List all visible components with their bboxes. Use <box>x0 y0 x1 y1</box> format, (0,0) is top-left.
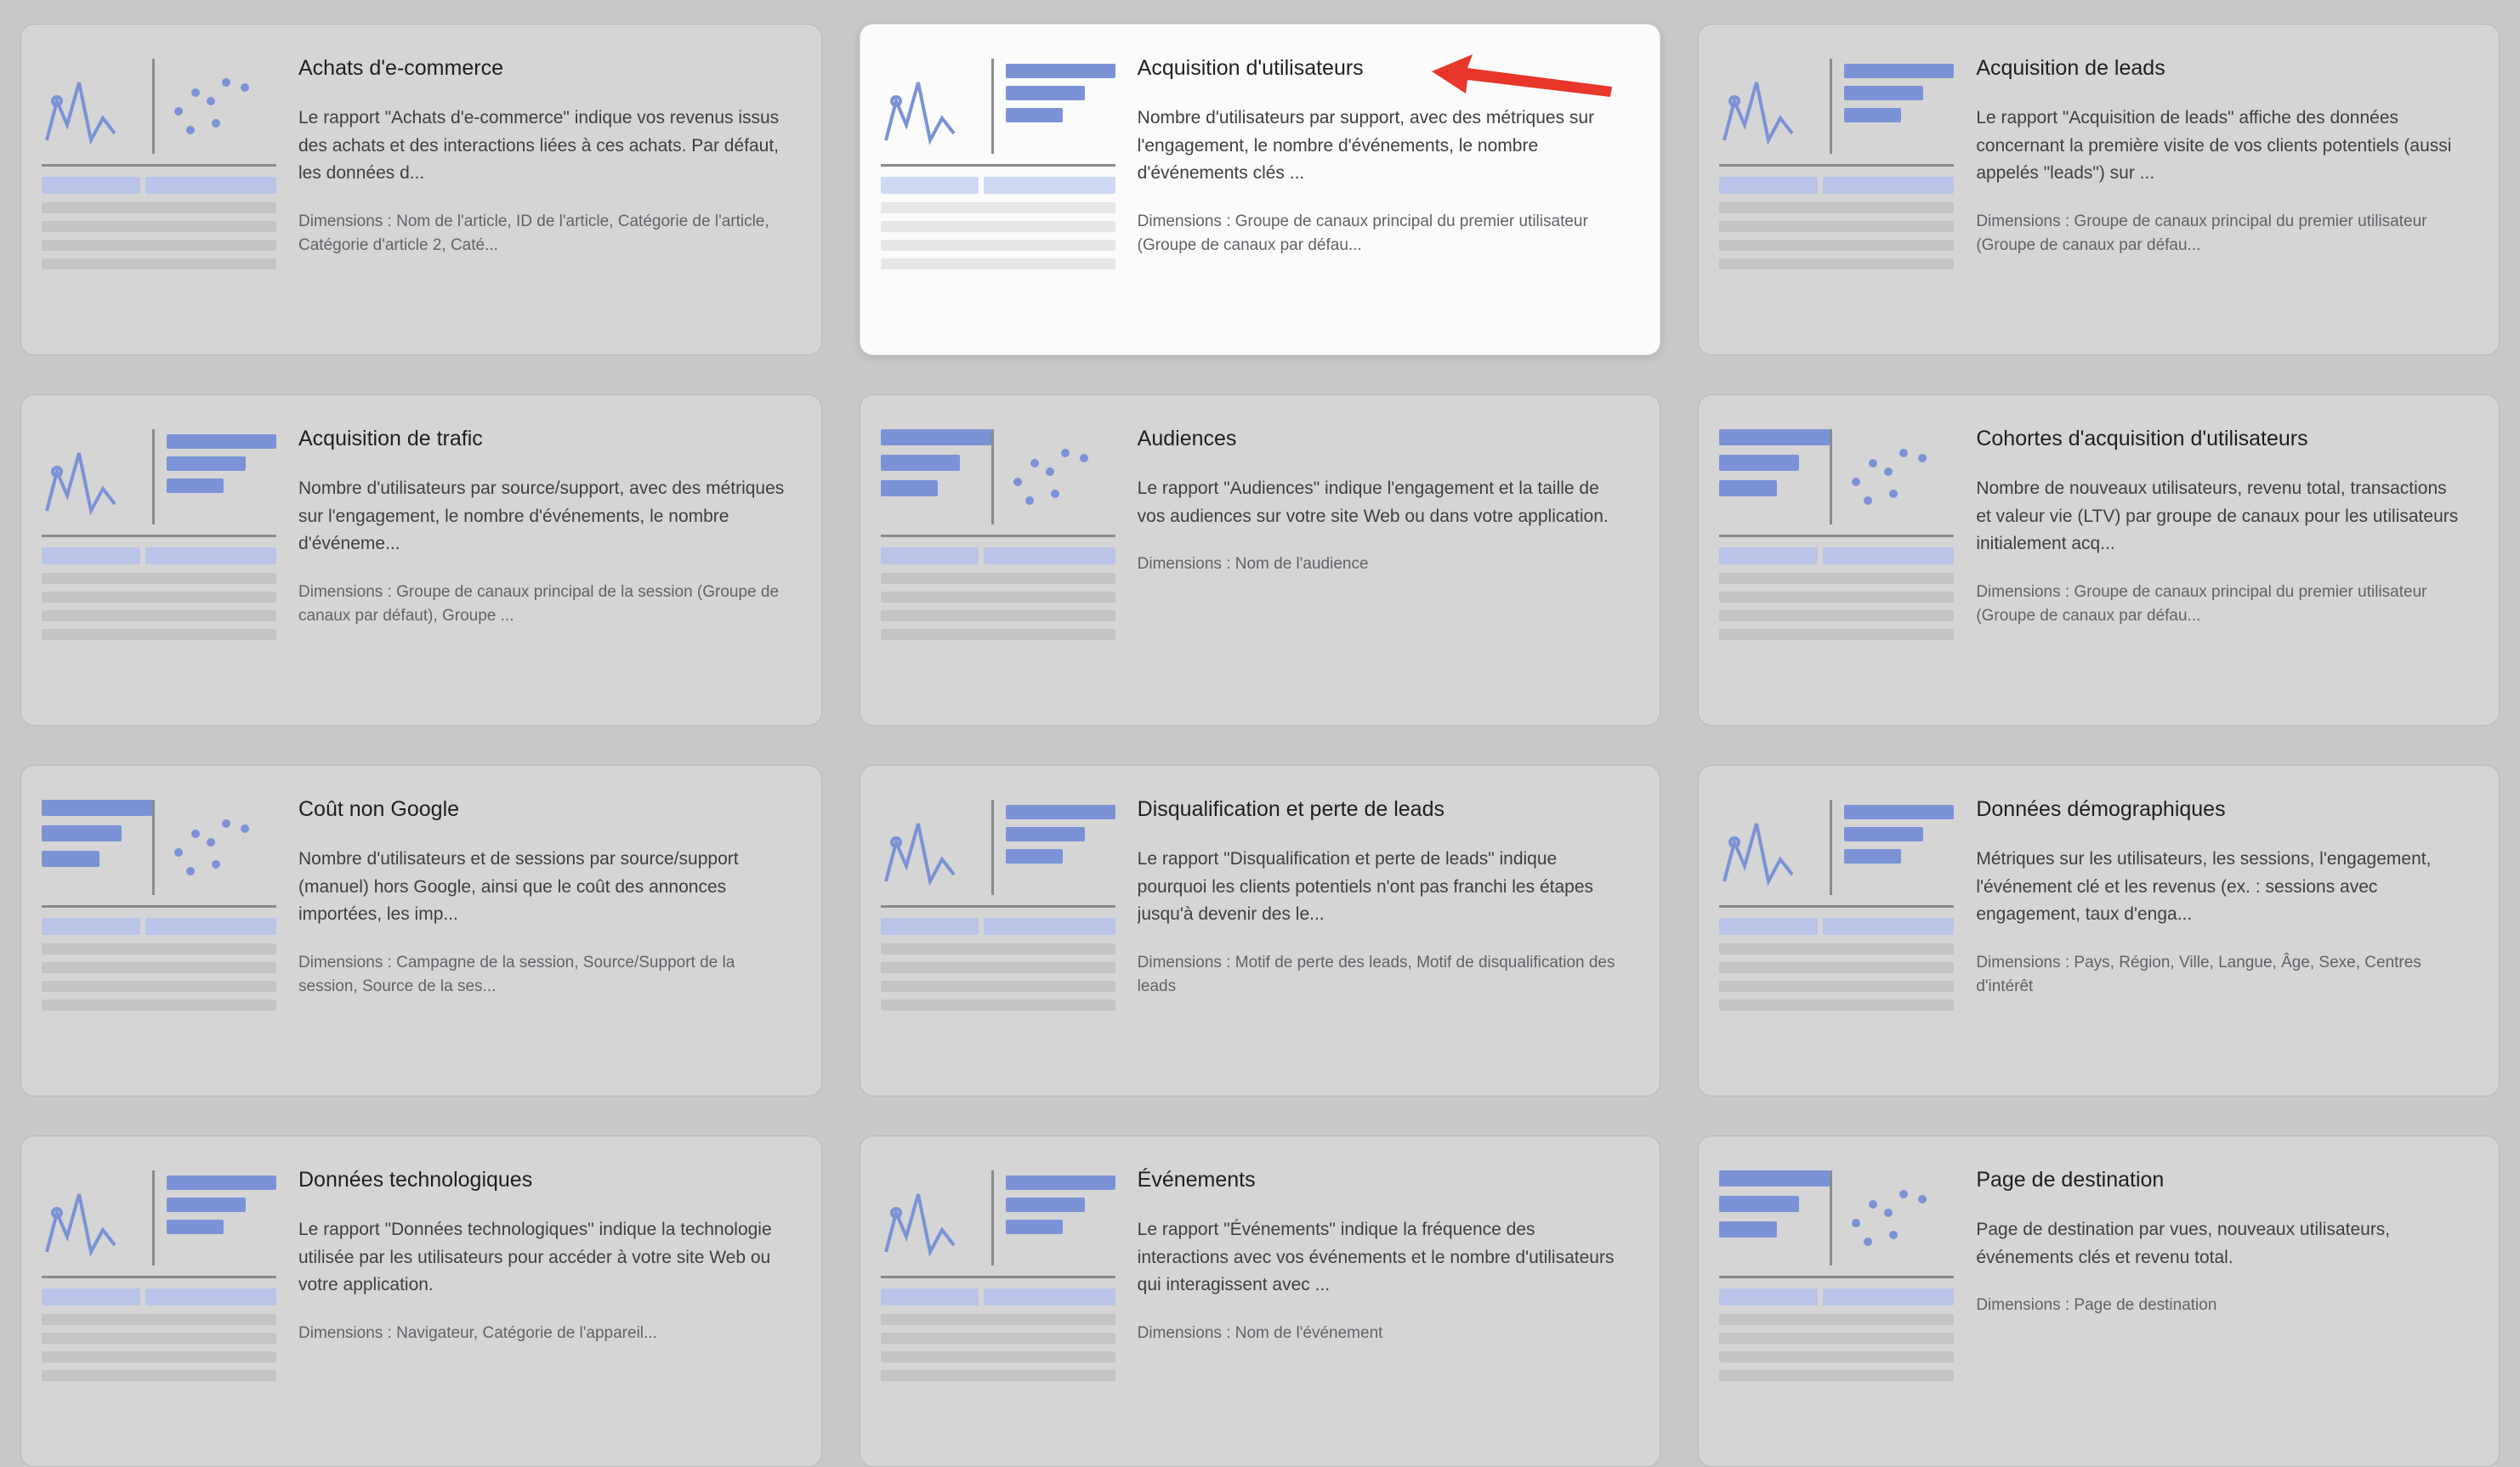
bar-chart-icon <box>1006 1170 1115 1242</box>
thumb-table-rows <box>881 547 1115 640</box>
report-title: Acquisition d'utilisateurs <box>1137 56 1364 80</box>
thumb-table-rows <box>42 177 276 269</box>
thumb-divider <box>152 1170 155 1266</box>
report-description: Le rapport "Données technologiques" indique la technologie utilisée par les utilisateurs pour accéder à votre site Web ou votre application. <box>298 1220 772 1295</box>
report-title: Acquisition de leads <box>1976 56 2165 80</box>
thumb-table-rows <box>1719 1289 1954 1381</box>
report-info <box>1138 795 1626 1070</box>
report-dimensions: Dimensions : Page de destination <box>1976 1296 2217 1315</box>
sparkline-icon <box>42 59 152 154</box>
report-dimensions: Dimensions : Groupe de canaux principal de la session (Groupe de canaux par défaut), Groupe ... <box>298 582 780 626</box>
thumb-divider <box>1830 429 1832 524</box>
report-dimensions: Dimensions : Navigateur, Catégorie de l'appareil... <box>298 1323 657 1342</box>
thumb-table-rows <box>1719 547 1954 640</box>
thumb-divider <box>1830 59 1832 154</box>
report-card-audiences[interactable] <box>860 394 1661 726</box>
report-info <box>1976 54 2465 329</box>
report-thumbnail <box>1719 795 1954 1070</box>
scatter-icon <box>1006 429 1115 523</box>
thumb-divider <box>152 429 155 524</box>
report-dimensions: Dimensions : Groupe de canaux principal du premier utilisateur (Groupe de canaux par défau... <box>1137 212 1588 255</box>
report-dimensions: Dimensions : Nom de l'événement <box>1137 1323 1383 1342</box>
thumb-divider <box>1830 1170 1832 1266</box>
report-thumbnail <box>881 424 1115 700</box>
report-description: Le rapport "Disqualification et perte de leads" indique pourquoi les clients potentiels n'ont pas franchi les étapes jusqu'à devenir des le... <box>1137 849 1593 925</box>
report-title: Achats d'e-commerce <box>298 56 503 80</box>
sparkline-icon <box>42 429 152 524</box>
thumb-divider <box>991 429 994 524</box>
report-title: Cohortes d'acquisition d'utilisateurs <box>1976 427 2308 450</box>
report-card-acquisition-leads[interactable] <box>1698 24 2500 355</box>
report-dimensions: Dimensions : Nom de l'article, ID de l'article, Catégorie de l'article, Catégorie d'article 2, Caté... <box>298 212 769 255</box>
bar-chart-icon <box>42 800 152 895</box>
report-card-acquisition-trafic[interactable] <box>20 394 822 726</box>
report-description: Le rapport "Achats d'e-commerce" indique vos revenus issus des achats et des interactions liées à ces achats. Par défaut, les données d... <box>298 108 780 184</box>
thumb-divider <box>152 800 155 895</box>
report-description: Nombre d'utilisateurs et de sessions par source/support (manuel) hors Google, ainsi que le coût des annonces importées, les imp... <box>298 849 739 925</box>
bar-chart-icon <box>1719 429 1830 524</box>
report-info <box>298 1165 787 1441</box>
report-thumbnail <box>42 54 276 329</box>
sparkline-icon <box>881 800 991 895</box>
report-card-donnees-technologiques[interactable] <box>20 1136 822 1467</box>
report-title: Page de destination <box>1976 1168 2165 1192</box>
report-description: Nombre d'utilisateurs par source/support, avec des métriques sur l'engagement, le nombre d'événements, le nombre d'événeme... <box>298 479 785 554</box>
report-dimensions: Dimensions : Groupe de canaux principal du premier utilisateur (Groupe de canaux par défau... <box>1976 212 2427 255</box>
report-info <box>1138 424 1626 700</box>
thumb-divider <box>152 59 155 154</box>
bar-chart-icon <box>1844 800 1954 871</box>
thumb-table-rows <box>42 547 276 640</box>
bar-chart-icon <box>1006 59 1115 130</box>
report-card-page-destination[interactable] <box>1698 1136 2500 1467</box>
report-thumbnail <box>42 424 276 700</box>
thumb-divider <box>991 59 994 154</box>
bar-chart-icon <box>1844 59 1954 130</box>
scatter-icon <box>167 800 276 893</box>
thumb-table-rows <box>42 1289 276 1381</box>
report-description: Nombre d'utilisateurs par support, avec des métriques sur l'engagement, le nombre d'événements, le nombre d'événements clés ... <box>1137 108 1595 184</box>
report-thumbnail <box>1719 54 1954 329</box>
report-card-cout-non-google[interactable] <box>20 765 822 1096</box>
report-dimensions: Dimensions : Campagne de la session, Source/Support de la session, Source de la ses... <box>298 953 735 996</box>
report-title: Audiences <box>1137 427 1237 450</box>
report-info <box>298 424 787 700</box>
report-card-acquisition-utilisateurs[interactable] <box>860 24 1661 355</box>
report-card-disqualification-perte-leads[interactable] <box>860 765 1661 1096</box>
scatter-icon <box>167 59 276 152</box>
sparkline-icon <box>881 1170 991 1266</box>
report-description: Le rapport "Audiences" indique l'engagement et la taille de vos audiences sur votre site Web ou dans votre application. <box>1137 479 1609 526</box>
bar-chart-icon <box>1719 1170 1830 1266</box>
report-description: Nombre de nouveaux utilisateurs, revenu total, transactions et valeur vie (LTV) par groupe de canaux pour les utilisateurs initialement acq... <box>1976 479 2459 554</box>
report-info <box>1138 1165 1626 1441</box>
report-info <box>1976 795 2465 1070</box>
report-title: Données démographiques <box>1976 797 2226 821</box>
scatter-icon <box>1844 429 1954 523</box>
thumb-table-rows <box>881 1289 1115 1381</box>
report-thumbnail <box>881 795 1115 1070</box>
thumb-divider <box>991 800 994 895</box>
report-title: Acquisition de trafic <box>298 427 483 450</box>
report-thumbnail <box>881 1165 1115 1441</box>
thumb-table-rows <box>881 177 1115 269</box>
thumb-divider <box>1830 800 1832 895</box>
report-info <box>298 795 787 1070</box>
report-info <box>298 54 787 329</box>
report-info <box>1976 1165 2465 1441</box>
report-thumbnail <box>42 795 276 1070</box>
thumb-table-rows <box>1719 177 1954 269</box>
report-thumbnail <box>42 1165 276 1441</box>
report-card-donnees-demographiques[interactable] <box>1698 765 2500 1096</box>
report-dimensions: Dimensions : Nom de l'audience <box>1137 555 1369 574</box>
report-description: Métriques sur les utilisateurs, les sessions, l'engagement, l'événement clé et les revenus (ex. : sessions avec engagement, taux d'enga... <box>1976 849 2432 925</box>
report-dimensions: Dimensions : Motif de perte des leads, Motif de disqualification des leads <box>1137 953 1615 996</box>
sparkline-icon <box>42 1170 152 1266</box>
report-title: Données technologiques <box>298 1168 533 1192</box>
report-title: Coût non Google <box>298 797 460 821</box>
report-info <box>1138 54 1626 329</box>
scatter-icon <box>1844 1170 1954 1264</box>
report-description: Le rapport "Événements" indique la fréquence des interactions avec vos événements et le nombre d'utilisateurs qui interagissent avec ... <box>1137 1220 1615 1295</box>
report-title: Disqualification et perte de leads <box>1137 797 1444 821</box>
sparkline-icon <box>1719 800 1830 895</box>
thumb-table-rows <box>881 918 1115 1011</box>
report-card-cohortes-acquisition-utilisateurs[interactable] <box>1698 394 2500 726</box>
bar-chart-icon <box>881 429 991 524</box>
bar-chart-icon <box>167 1170 276 1242</box>
sparkline-icon <box>1719 59 1830 154</box>
thumb-table-rows <box>1719 918 1954 1011</box>
report-card-achats-e-commerce[interactable] <box>20 24 822 355</box>
report-dimensions: Dimensions : Pays, Région, Ville, Langue, Âge, Sexe, Centres d'intérêt <box>1976 953 2421 996</box>
bar-chart-icon <box>1006 800 1115 871</box>
bar-chart-icon <box>167 429 276 501</box>
report-thumbnail <box>1719 424 1954 700</box>
report-description: Page de destination par vues, nouveaux utilisateurs, événements clés et revenu total. <box>1976 1220 2391 1267</box>
report-thumbnail <box>1719 1165 1954 1441</box>
thumb-divider <box>991 1170 994 1266</box>
report-card-evenements[interactable] <box>860 1136 1661 1467</box>
report-dimensions: Dimensions : Groupe de canaux principal du premier utilisateur (Groupe de canaux par défau... <box>1976 582 2427 626</box>
report-thumbnail <box>881 54 1115 329</box>
report-info <box>1976 424 2465 700</box>
report-description: Le rapport "Acquisition de leads" affiche des données concernant la première visite de vos clients potentiels (aussi appelés "leads") sur ... <box>1976 108 2452 184</box>
sparkline-icon <box>881 59 991 154</box>
report-title: Événements <box>1137 1168 1256 1192</box>
thumb-table-rows <box>42 918 276 1011</box>
